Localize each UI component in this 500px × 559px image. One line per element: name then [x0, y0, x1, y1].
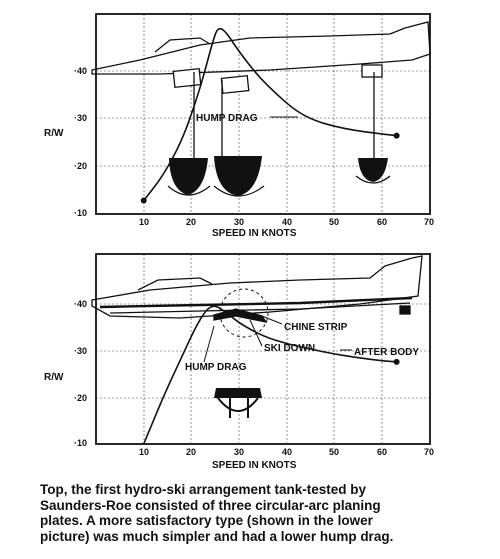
- bottom-ytick-label: ·30: [74, 346, 88, 356]
- caption-line: Top, the first hydro-ski arrangement tank-tested by: [40, 482, 367, 497]
- bottom-xtick-label: 70: [423, 447, 435, 457]
- bottom-xlabel: SPEED IN KNOTS: [212, 460, 297, 471]
- bottom-ski-down-leader: [250, 320, 262, 346]
- bottom-chine-strip-label: CHINE STRIP: [284, 322, 348, 333]
- bottom-hull-sketch: [92, 256, 422, 337]
- bottom-ytick-label: ·10: [74, 438, 88, 448]
- ski-section-front: [169, 158, 208, 195]
- top-plot-frame: [96, 14, 430, 214]
- top-grid: [96, 14, 430, 214]
- bottom-xtick-label: 60: [376, 447, 388, 457]
- bottom-xtick-label: 50: [328, 447, 340, 457]
- top-ylabel: R/W: [44, 128, 64, 139]
- top-xlabel: SPEED IN KNOTS: [212, 228, 297, 239]
- top-hump-drag-label: HUMP DRAG: [196, 113, 258, 124]
- top-ski-middle: [221, 76, 248, 94]
- top-xtick-label: 70: [423, 217, 435, 227]
- bottom-series-line: [144, 306, 397, 444]
- ski-section-middle: [214, 156, 262, 196]
- caption-line: picture) was much simpler and had a lower hump drag.: [40, 528, 394, 544]
- top-ski-front: [173, 69, 201, 88]
- bottom-xtick-label: 30: [233, 447, 245, 457]
- bottom-hump-drag-leader: [204, 326, 214, 362]
- bottom-xtick-label: 10: [138, 447, 150, 457]
- figure-caption: [40, 482, 470, 544]
- bottom-chart: [44, 254, 434, 471]
- ski-section-bottom-body: [218, 398, 258, 411]
- top-xtick-label: 30: [233, 217, 245, 227]
- bottom-ski-section: [214, 388, 262, 418]
- top-ski-rear: [362, 65, 382, 77]
- top-xtick-label: 60: [376, 217, 388, 227]
- bottom-xtick-label: 20: [185, 447, 197, 457]
- bottom-hump-drag-label: HUMP DRAG: [185, 362, 247, 373]
- top-ski-sections: [168, 156, 390, 196]
- bottom-after-body-marker: [400, 306, 410, 314]
- ski-section-bottom: [214, 388, 262, 398]
- top-ytick-label: ·10: [74, 208, 88, 218]
- caption-line: Saunders-Roe consisted of three circular-arc planing: [40, 497, 381, 513]
- top-ytick-label: ·30: [74, 113, 88, 123]
- ski-section-rear: [358, 158, 388, 182]
- bottom-ytick-label: ·40: [74, 299, 88, 309]
- bottom-series-end-point: [394, 359, 400, 365]
- top-hull-sketch: [92, 22, 430, 160]
- top-ytick-label: ·40: [74, 66, 88, 76]
- bottom-after-body-label: AFTER BODY: [354, 347, 419, 358]
- bottom-ylabel: R/W: [44, 372, 64, 383]
- bottom-ski-down-label: SKI DOWN: [264, 343, 316, 354]
- top-chart: [44, 14, 434, 239]
- top-ytick-label: ·20: [74, 161, 88, 171]
- caption-line: plates. A more satisfactory type (shown in the lower: [40, 513, 373, 528]
- bottom-ytick-label: ·20: [74, 393, 88, 403]
- top-series-end-point: [394, 133, 400, 139]
- top-series-start-point: [141, 197, 147, 203]
- top-xtick-label: 10: [138, 217, 150, 227]
- top-xtick-label: 50: [328, 217, 340, 227]
- top-xtick-label: 40: [281, 217, 293, 227]
- top-xtick-label: 20: [185, 217, 197, 227]
- bottom-hull-outline: [92, 256, 422, 318]
- bottom-xtick-label: 40: [281, 447, 293, 457]
